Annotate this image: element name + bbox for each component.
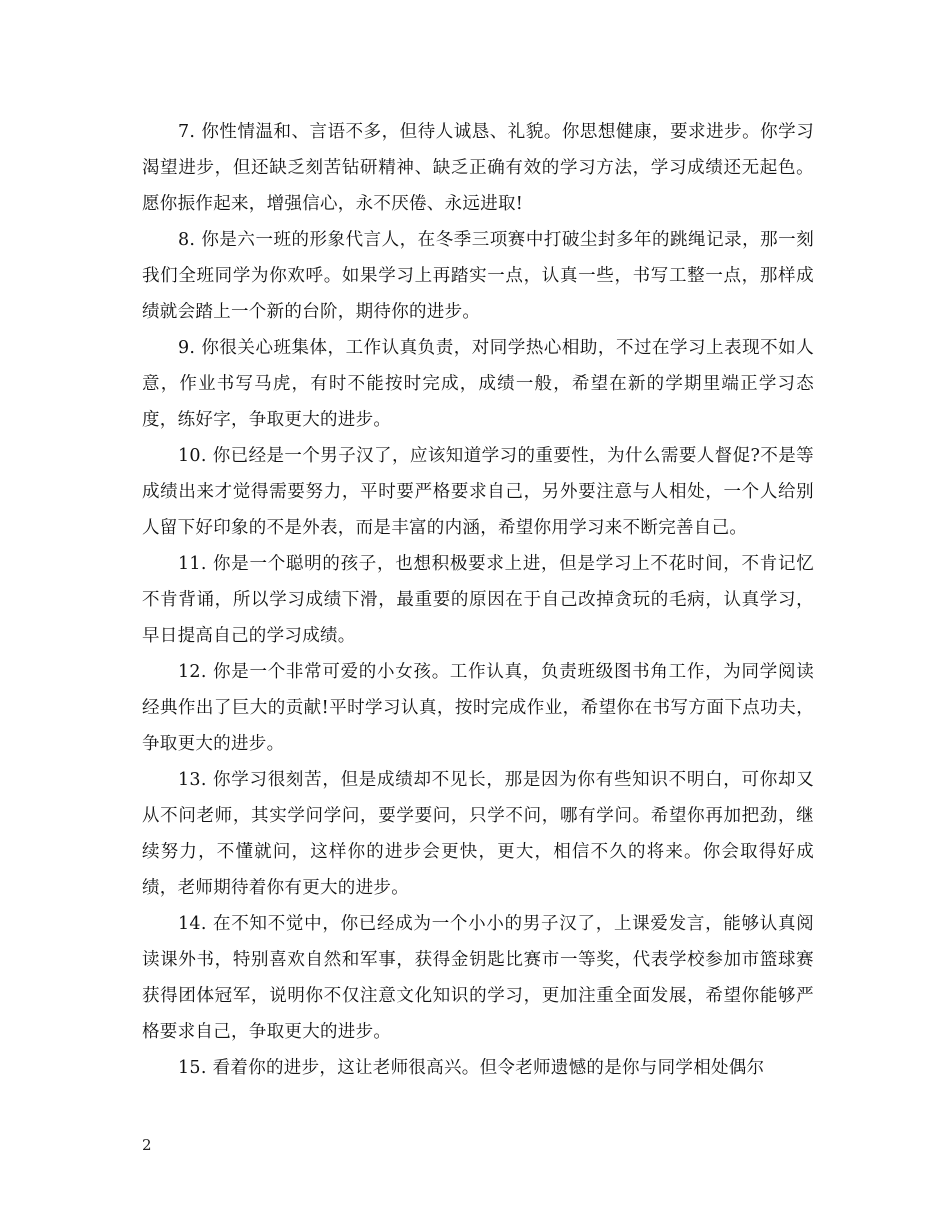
- paragraph-10: 10. 你已经是一个男子汉了，应该知道学习的重要性，为什么需要人督促?不是等成绩出来才觉得需要努力，平时要严格要求自己，另外要注意与人相处，一个人给别人留下好印象的不是外表，而是丰富的内涵，希望你用学习来不断完善自己。: [142, 446, 814, 538]
- paragraph-7: 7. 你性情温和、言语不多，但待人诚恳、礼貌。你思想健康，要求进步。你学习渴望进步，但还缺乏刻苦钻研精神、缺乏正确有效的学习方法，学习成绩还无起色。愿你振作起来，增强信心，永不厌倦、永远进取!: [142, 122, 814, 214]
- paragraph-14: 14. 在不知不觉中，你已经成为一个小小的男子汉了，上课爱发言，能够认真阅读课外书，特别喜欢自然和军事，获得金钥匙比赛市一等奖，代表学校参加市篮球赛获得团体冠军，说明你不仅注意文化知识的学习，更加注重全面发展，希望你能够严格要求自己，争取更大的进步。: [142, 914, 814, 1042]
- paragraph-9: 9. 你很关心班集体，工作认真负责，对同学热心相助，不过在学习上表现不如人意，作业书写马虎，有时不能按时完成，成绩一般，希望在新的学期里端正学习态度，练好字，争取更大的进步。: [142, 338, 814, 430]
- paragraph-13: 13. 你学习很刻苦，但是成绩却不见长，那是因为你有些知识不明白，可你却又从不问老师，其实学问学问，要学要问，只学不问，哪有学问。希望你再加把劲，继续努力，不懂就问，这样你的进步会更快，更大，相信不久的将来。你会取得好成绩，老师期待着你有更大的进步。: [142, 770, 814, 898]
- document-body: [142, 114, 814, 1086]
- paragraph-15: 15. 看着你的进步，这让老师很高兴。但令老师遗憾的是你与同学相处偶尔: [178, 1058, 765, 1078]
- paragraph-12: 12. 你是一个非常可爱的小女孩。工作认真，负责班级图书角工作，为同学阅读经典作出了巨大的贡献!平时学习认真，按时完成作业，希望你在书写方面下点功夫，争取更大的进步。: [142, 662, 814, 754]
- paragraph-8: 8. 你是六一班的形象代言人，在冬季三项赛中打破尘封多年的跳绳记录，那一刻我们全班同学为你欢呼。如果学习上再踏实一点，认真一些，书写工整一点，那样成绩就会踏上一个新的台阶，期待你的进步。: [142, 230, 814, 322]
- page-number: 2: [142, 1136, 152, 1154]
- paragraph-11: 11. 你是一个聪明的孩子，也想积极要求上进，但是学习上不花时间，不肯记忆不肯背诵，所以学习成绩下滑，最重要的原因在于自己改掉贪玩的毛病，认真学习，早日提高自己的学习成绩。: [142, 554, 814, 646]
